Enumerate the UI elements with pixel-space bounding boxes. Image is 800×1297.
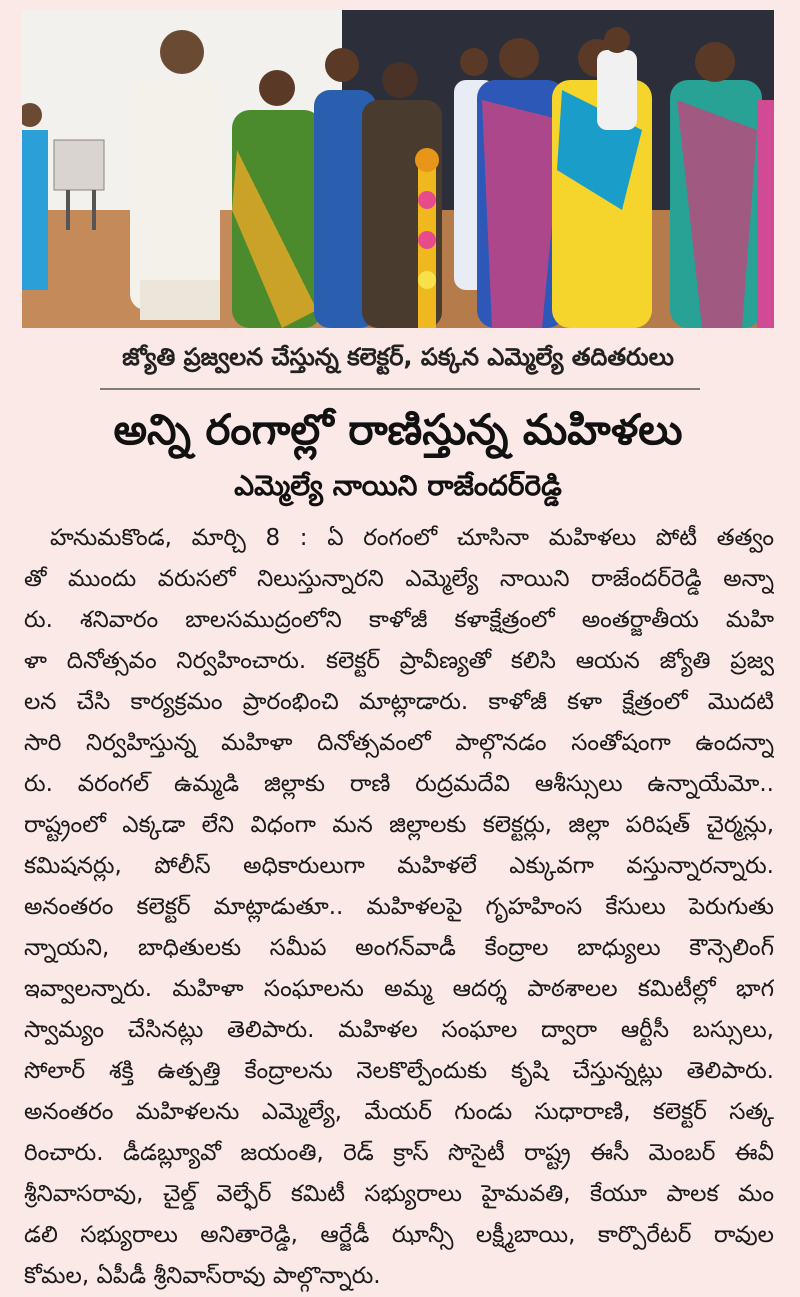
- article-body: [24, 518, 774, 1297]
- body-line: రించారు. డీడబ్ల్యూవో జయంతి, రెడ్ క్రాస్ సొసైటీ రాష్ట్ర ఈసీ మెంబర్ ఈవీ: [24, 1140, 774, 1166]
- body-line: ళా దినోత్సవం నిర్వహించారు. కలెక్టర్ ప్రావీణ్యతో కలిసి ఆయన జ్యోతి ప్రజ్వ: [24, 648, 774, 674]
- body-line: కమిషనర్లు, పోలీస్ అధికారులుగా మహిళలే ఎక్కువగా వస్తున్నారన్నారు.: [24, 853, 774, 879]
- body-line: న్నాయని, బాధితులకు సమీప అంగన్‌వాడీ కేంద్రాల బాధ్యులు కౌన్సెలింగ్: [24, 935, 774, 961]
- divider: [100, 388, 700, 390]
- body-line: సోలార్ శక్తి ఉత్పత్తి కేంద్రాలను నెలకొల్పేందుకు కృషి చేస్తున్నట్లు తెలిపారు.: [24, 1058, 774, 1084]
- body-line: డలి సభ్యురాలు అనితారెడ్డి, ఆర్జేడీ ఝాన్సీ లక్ష్మీబాయి, కార్పొరేటర్ రావుల: [24, 1222, 774, 1248]
- headline: అన్ని రంగాల్లో రాణిస్తున్న మహిళలు: [113, 405, 683, 454]
- photo-caption: జ్యోతి ప్రజ్వలన చేస్తున్న కలెక్టర్, పక్కన ఎమ్మెల్యే తదితరులు: [122, 343, 674, 371]
- body-line: స్వామ్యం చేసినట్లు తెలిపారు. మహిళల సంఘాల ద్వారా ఆర్టీసీ బస్సులు,: [24, 1017, 774, 1043]
- body-line: లన చేసి కార్యక్రమం ప్రారంభించి మాట్లాడారు. కాళోజీ కళా క్షేత్రంలో మొదటి: [24, 689, 774, 715]
- body-line: రు. వరంగల్ ఉమ్మడి జిల్లాకు రాణి రుద్రమదేవి ఆశీస్సులు ఉన్నాయేమో..: [24, 771, 774, 797]
- body-line: రు. శనివారం బాలసముద్రంలోని కాళోజీ కళాక్షేత్రంలో అంతర్జాతీయ మహి: [24, 607, 774, 633]
- body-line: ఇవ్వాలన్నారు. మహిళా సంఘాలను అమ్మ ఆదర్శ పాఠశాలల కమిటీల్లో భాగ: [24, 976, 774, 1002]
- body-line: రాష్ట్రంలో ఎక్కడా లేని విధంగా మన జిల్లాలకు కలెక్టర్లు, జిల్లా పరిషత్ చైర్మన్లు,: [24, 812, 774, 838]
- body-line: అనంతరం కలెక్టర్ మాట్లాడుతూ.. మహిళలపై గృహహింస కేసులు పెరుగుతు: [24, 894, 774, 920]
- body-line: శ్రీనివాసరావు, చైల్డ్ వెల్ఫేర్ కమిటీ సభ్యురాలు హైమవతి, కేయూ పాలక మం: [24, 1181, 774, 1207]
- body-line: తో ముందు వరుసలో నిలుస్తున్నారని ఎమ్మెల్యే నాయిని రాజేందర్‌రెడ్డి అన్నా: [24, 566, 774, 592]
- body-line: కోమల, ఏపీడీ శ్రీనివాస్‌రావు పాల్గొన్నారు.: [24, 1263, 381, 1289]
- body-line: హనుమకొండ, మార్చి 8 : ఏ రంగంలో చూసినా మహిళలు పోటీ తత్వం: [50, 525, 774, 551]
- event-photo: [22, 10, 774, 328]
- body-line: సారి నిర్వహిస్తున్న మహిళా దినోత్సవంలో పాల్గొనడం సంతోషంగా ఉందన్నా: [24, 730, 774, 756]
- subheadline: ఎమ్మెల్యే నాయిని రాజేందర్‌రెడ్డి: [234, 469, 562, 502]
- body-line: అనంతరం మహిళలను ఎమ్మెల్యే, మేయర్ గుండు సుధారాణి, కలెక్టర్ సత్క: [24, 1099, 774, 1125]
